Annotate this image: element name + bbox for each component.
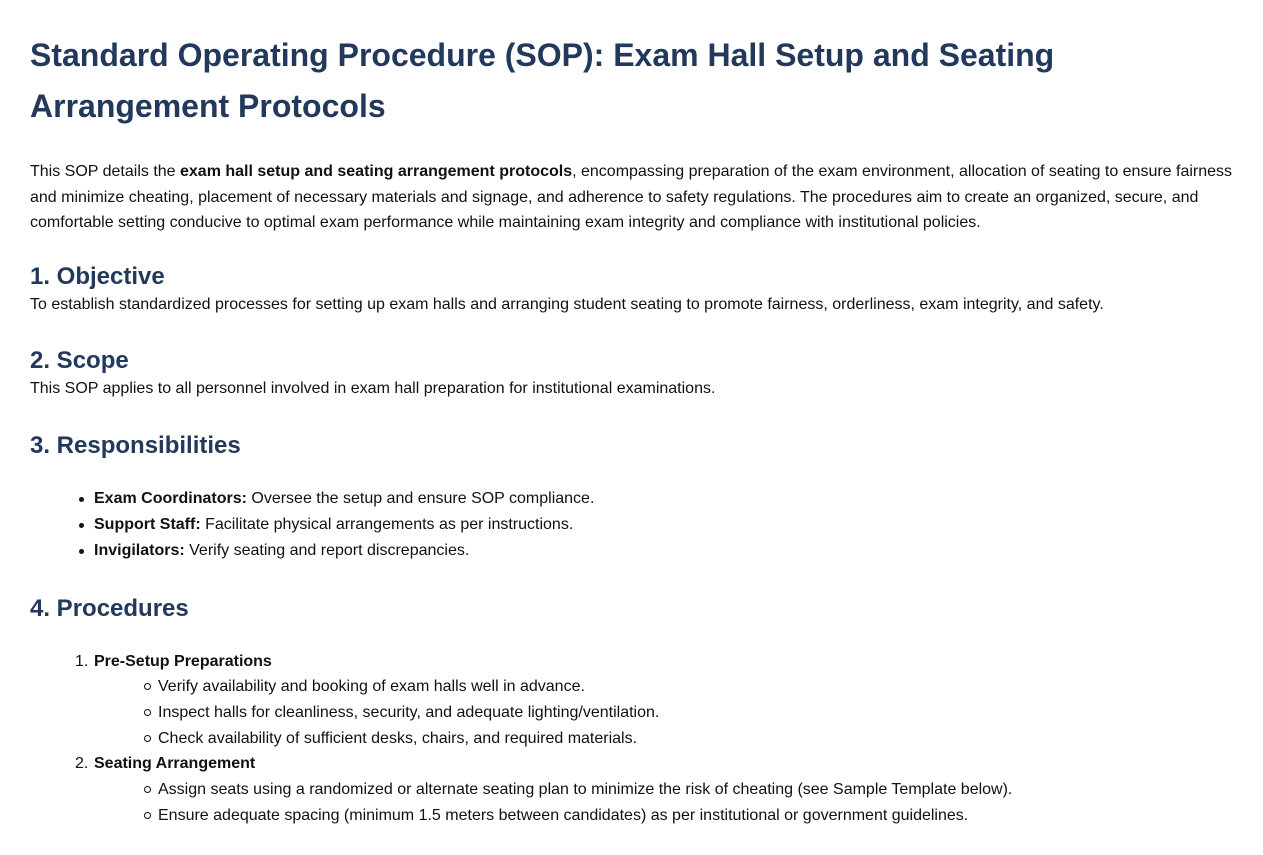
- step-title: Pre-Setup Preparations: [94, 652, 272, 670]
- role-description: Facilitate physical arrangements as per instructions.: [200, 515, 574, 533]
- role-label: Support Staff:: [94, 515, 201, 533]
- step-number: 1.: [75, 652, 89, 670]
- procedure-step: [75, 751, 1233, 828]
- list-item: [94, 486, 1233, 512]
- role-label: Invigilators:: [94, 541, 185, 559]
- step-items: [94, 674, 1233, 751]
- list-item: Assign seats using a randomized or alternate seating plan to minimize the risk of cheating (see Sample Template below).: [158, 777, 1233, 803]
- role-description: Oversee the setup and ensure SOP compliance.: [246, 489, 595, 507]
- procedure-step: [75, 649, 1233, 752]
- list-item: Ensure adequate spacing (minimum 1.5 meters between candidates) as per institutional or government guidelines.: [158, 803, 1233, 829]
- role-description: Verify seating and report discrepancies.: [184, 541, 470, 559]
- intro-paragraph: [30, 159, 1235, 236]
- scope-heading: 2. Scope: [30, 347, 129, 374]
- step-number: 2.: [75, 755, 89, 773]
- procedures-list: [30, 649, 1233, 829]
- intro-text-start: This SOP details the: [30, 163, 180, 180]
- list-item: [94, 538, 1233, 564]
- step-items: [94, 777, 1233, 828]
- list-item: Check availability of sufficient desks, chairs, and required materials.: [158, 726, 1233, 752]
- responsibilities-list: [30, 486, 1233, 564]
- role-label: Exam Coordinators:: [94, 489, 247, 507]
- page-title: Standard Operating Procedure (SOP): Exam Hall Setup and Seating Arrangement Protocols: [30, 37, 1055, 124]
- objective-heading: 1. Objective: [30, 262, 165, 290]
- objective-text: To establish standardized processes for setting up exam halls and arranging student seating to promote fairness, orderliness, exam integrity, and safety.: [30, 295, 1104, 313]
- intro-bold-phrase: exam hall setup and seating arrangement protocols: [180, 163, 573, 180]
- list-item: [94, 512, 1233, 538]
- list-item: Inspect halls for cleanliness, security, and adequate lighting/ventilation.: [158, 700, 1233, 726]
- list-item: Verify availability and booking of exam halls well in advance.: [158, 674, 1233, 700]
- scope-text: This SOP applies to all personnel involved in exam hall preparation for institutional examinations.: [30, 380, 716, 397]
- intro-text-end: , encompassing preparation of the exam environment, allocation of seating to ensure fairness and minimize cheating, placement of necessary materials and signage, and adherence to safety regulations. The procedures aim to create an organized, secure, and comfortable setting conducive to optimal exam performance while maintaining exam integrity and compliance with institutional policies.: [30, 163, 1233, 231]
- responsibilities-heading: 3. Responsibilities: [30, 431, 241, 459]
- step-title: Seating Arrangement: [94, 755, 256, 773]
- procedures-heading: 4. Procedures: [30, 594, 189, 622]
